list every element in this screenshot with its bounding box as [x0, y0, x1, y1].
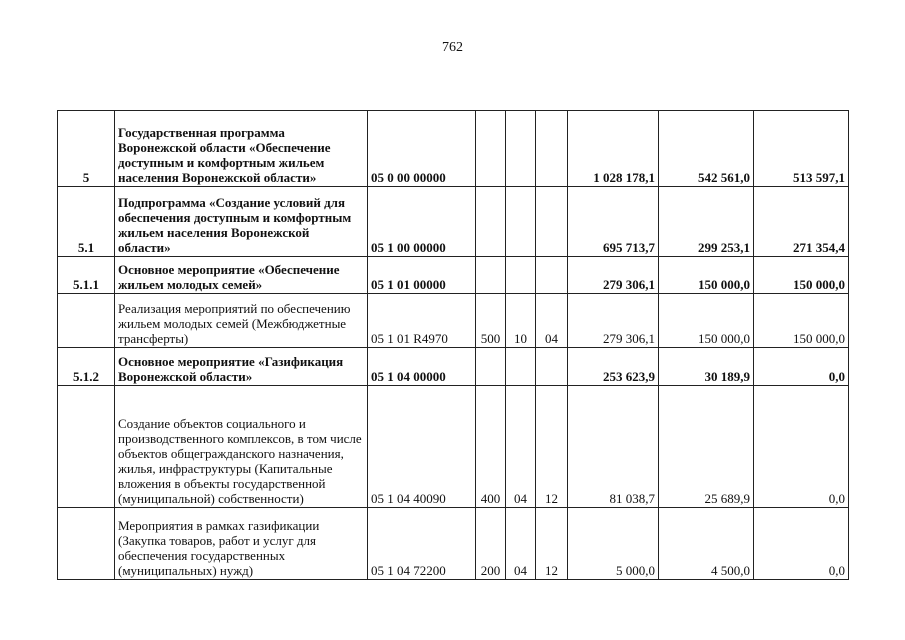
target-code: 05 1 00 00000: [368, 187, 476, 257]
table-row: [58, 508, 849, 580]
amount-year-3: 0,0: [754, 386, 849, 508]
table-row: [58, 348, 849, 386]
expense-type: [476, 111, 506, 187]
row-number: 5.1.1: [58, 257, 115, 294]
row-name: Подпрограмма «Создание условий для обеспечения доступным и комфортным жильем населения Воронежской области»: [115, 187, 368, 257]
row-number: [58, 294, 115, 348]
table-row: [58, 257, 849, 294]
expense-type: 400: [476, 386, 506, 508]
subsection: 04: [536, 294, 568, 348]
row-number: [58, 386, 115, 508]
amount-year-3: 150 000,0: [754, 294, 849, 348]
amount-year-2: 150 000,0: [659, 294, 754, 348]
row-number: 5.1.2: [58, 348, 115, 386]
amount-year-1: 279 306,1: [568, 257, 659, 294]
section: 10: [506, 294, 536, 348]
section: [506, 187, 536, 257]
target-code: 05 1 01 00000: [368, 257, 476, 294]
target-code: 05 0 00 00000: [368, 111, 476, 187]
row-name: Государственная программа Воронежской области «Обеспечение доступным и комфортным жильем населения Воронежской области»: [115, 111, 368, 187]
expense-type: [476, 348, 506, 386]
amount-year-2: 4 500,0: [659, 508, 754, 580]
row-name: Реализация мероприятий по обеспечению жильем молодых семей (Межбюджетные трансферты): [115, 294, 368, 348]
target-code: 05 1 04 40090: [368, 386, 476, 508]
amount-year-2: 299 253,1: [659, 187, 754, 257]
expense-type: [476, 187, 506, 257]
section: [506, 111, 536, 187]
amount-year-2: 542 561,0: [659, 111, 754, 187]
section: [506, 257, 536, 294]
row-name: Основное мероприятие «Обеспечение жильем молодых семей»: [115, 257, 368, 294]
amount-year-1: 253 623,9: [568, 348, 659, 386]
page-number: 762: [442, 40, 463, 55]
row-name: Основное мероприятие «Газификация Воронежской области»: [115, 348, 368, 386]
subsection: 12: [536, 508, 568, 580]
amount-year-1: 1 028 178,1: [568, 111, 659, 187]
amount-year-3: 150 000,0: [754, 257, 849, 294]
table-row: [58, 294, 849, 348]
amount-year-1: 279 306,1: [568, 294, 659, 348]
amount-year-3: 0,0: [754, 348, 849, 386]
row-number: 5: [58, 111, 115, 187]
expense-type: 200: [476, 508, 506, 580]
row-number: [58, 508, 115, 580]
target-code: 05 1 04 00000: [368, 348, 476, 386]
row-name: Мероприятия в рамках газификации (Закупка товаров, работ и услуг для обеспечения государственных (муниципальных) нужд): [115, 508, 368, 580]
subsection: [536, 187, 568, 257]
amount-year-1: 695 713,7: [568, 187, 659, 257]
amount-year-3: 271 354,4: [754, 187, 849, 257]
expense-type: [476, 257, 506, 294]
section: [506, 348, 536, 386]
target-code: 05 1 01 R4970: [368, 294, 476, 348]
table-row: [58, 187, 849, 257]
row-name: Создание объектов социального и производственного комплексов, в том числе объектов общегражданского назначения, жилья, инфраструктуры (Капитальные вложения в объекты государственной (муниципальной) собственности): [115, 386, 368, 508]
row-number: 5.1: [58, 187, 115, 257]
amount-year-2: 30 189,9: [659, 348, 754, 386]
subsection: [536, 257, 568, 294]
amount-year-2: 150 000,0: [659, 257, 754, 294]
expense-type: 500: [476, 294, 506, 348]
budget-table: [57, 110, 849, 580]
subsection: [536, 111, 568, 187]
table-row: [58, 111, 849, 187]
amount-year-2: 25 689,9: [659, 386, 754, 508]
subsection: [536, 348, 568, 386]
amount-year-3: 0,0: [754, 508, 849, 580]
section: 04: [506, 508, 536, 580]
amount-year-3: 513 597,1: [754, 111, 849, 187]
amount-year-1: 5 000,0: [568, 508, 659, 580]
table-row: [58, 386, 849, 508]
subsection: 12: [536, 386, 568, 508]
section: 04: [506, 386, 536, 508]
amount-year-1: 81 038,7: [568, 386, 659, 508]
target-code: 05 1 04 72200: [368, 508, 476, 580]
